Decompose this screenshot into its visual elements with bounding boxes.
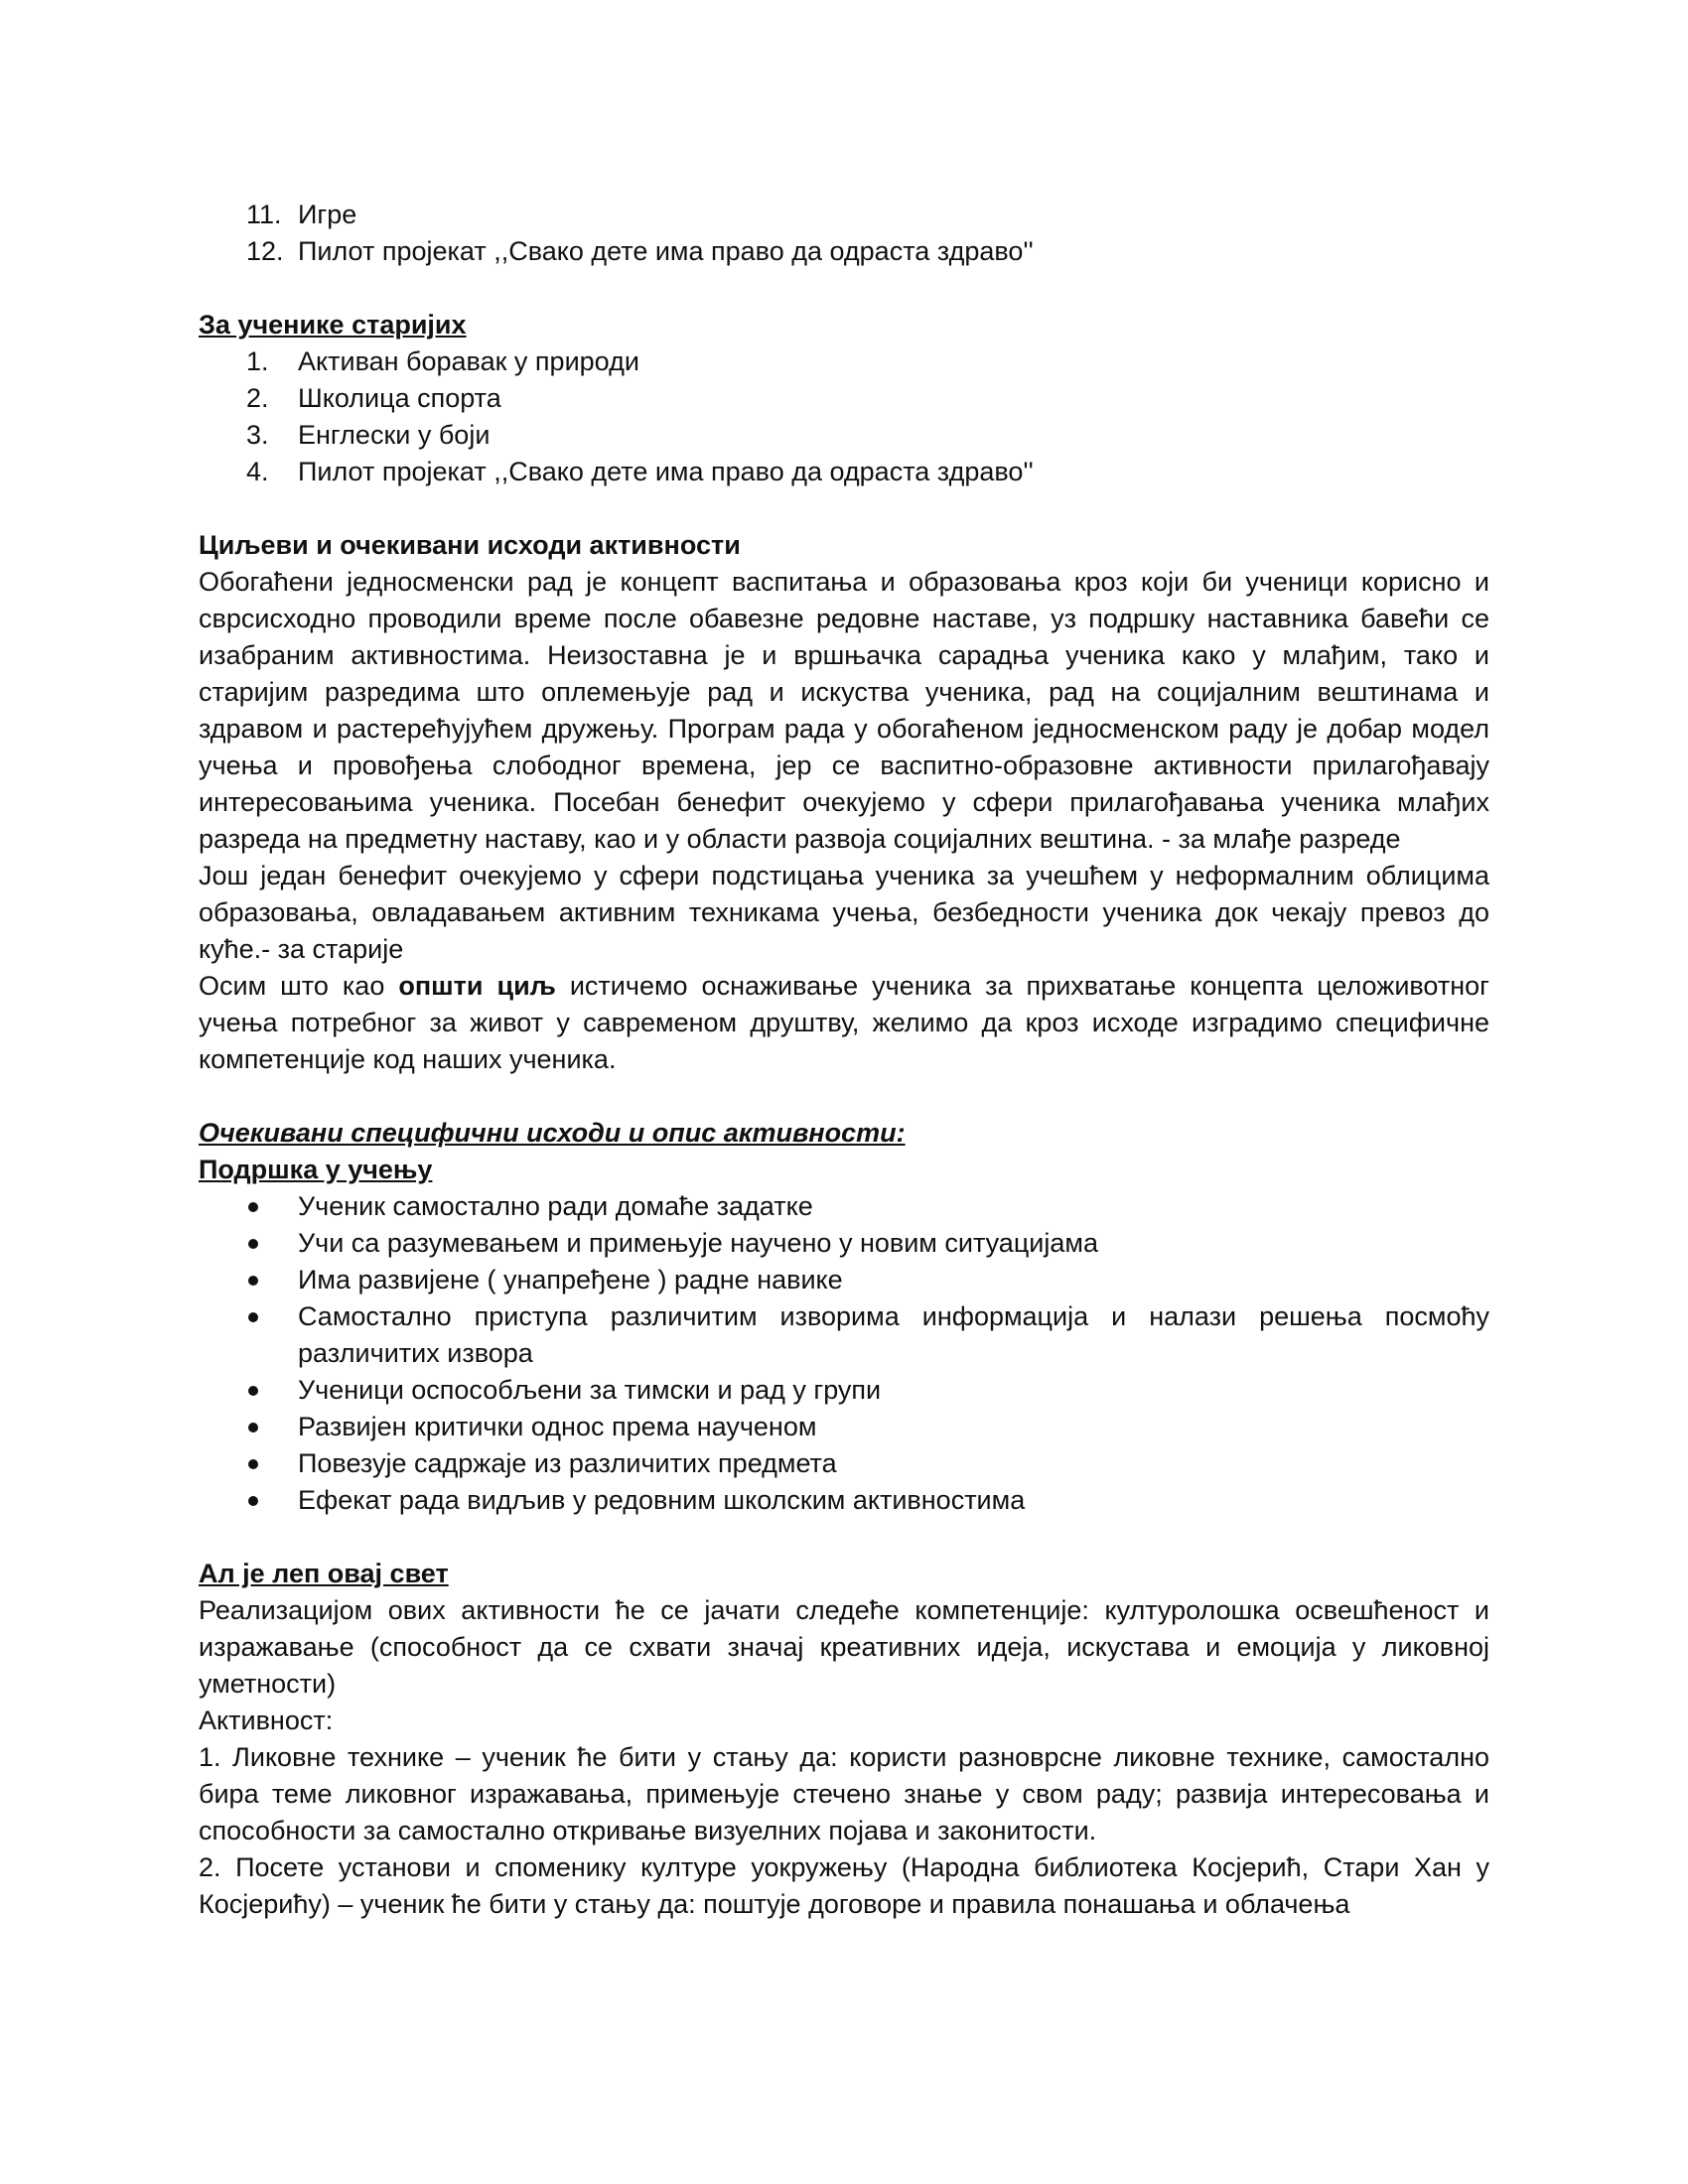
list-item: Има развијене ( унапређене ) радне навике xyxy=(199,1262,1489,1298)
art-activity-label: Активност: xyxy=(199,1706,334,1735)
goals-paragraph: Обогаћени једносменски рад је концепт васпитања и образовања кроз који би ученици корисно и сврсисходно проводили време после обавезне редовне наставе, уз подршку наставника бавећи се изабраним активностима. Неизоставна је и вршњачка сарадња ученика како у млађим, тако и старијим разредима што оплемењује рад и искуства ученика, рад на социјалним вештинама и здравом и растерећујућем дружењу. Програм рада у обогаћеном једносменском раду је добар модел учења и провођења слободног времена, јер се васпитно-образовне активности прилагођавају интересовањима ученика. Посебан бенефит очекујемо у сфери прилагођавања ученика млађих разреда на предметну наставу, као и у области развоја социјалних вештина. - за млађе разреде xyxy=(199,567,1489,854)
list-item: Повезује садржаје из различитих предмета xyxy=(199,1445,1489,1482)
list-item: 2. Школица спорта xyxy=(199,380,1489,417)
bullet-icon xyxy=(248,1276,258,1286)
bullet-icon xyxy=(248,1496,258,1506)
list-number: 1. xyxy=(246,346,269,376)
older-activities-list xyxy=(199,343,1489,490)
art-paragraph: 1. Ликовне технике – ученик ће бити у стању да: користи разноврсне ликовне технике, самостално бира теме ликовног изражавања, примењује стечено знање у свом раду; развија интересовања и способности за самостално откривање визуелних појава и законитости. xyxy=(199,1742,1489,1845)
list-item: 4. Пилот пројекат ,,Свако дете има право да одраста здраво'' xyxy=(199,454,1489,490)
list-number: 2. xyxy=(246,383,269,413)
list-item: 12. Пилот пројекат ,,Свако дете има право да одраста здраво'' xyxy=(199,233,1489,270)
list-item: Самостално приступа различитим изворима информација и налази решења посмоћу различитих извора xyxy=(199,1298,1489,1372)
art-paragraph: 2. Посете установи и споменику културе уокружењу (Народна библиотека Косјерић, Стари Хан у Косјерићу) – ученик ће бити у стању да: поштује договоре и правила понашања и облачења xyxy=(199,1852,1489,1919)
activities-list-continued xyxy=(199,197,1489,270)
older-students-heading: За ученике старијих xyxy=(199,310,467,340)
list-item: Ученици оспособљени за тимски и рад у групи xyxy=(199,1372,1489,1409)
list-number: 4. xyxy=(246,457,269,486)
bullet-icon xyxy=(248,1312,258,1322)
list-item: 1. Активан боравак у природи xyxy=(199,343,1489,380)
list-number: 12. xyxy=(246,236,284,266)
specific-outcomes-heading: Очекивани специфични исходи и опис активности: xyxy=(199,1118,906,1148)
art-section-heading: Ал је леп овај свет xyxy=(199,1559,449,1588)
learning-support-heading: Подршка у учењу xyxy=(199,1155,433,1184)
list-item: Учи са разумевањем и примењује научено у новим ситуацијама xyxy=(199,1225,1489,1262)
list-number: 11. xyxy=(246,200,282,229)
list-item: 11. Игре xyxy=(199,197,1489,233)
art-paragraph: Реализацијом ових активности ће се јачати следеће компетенције: културолошка освешћеност и изражавање (способност да се схвати значај креативних идеја, искустава и емоција у ликовној уметности) xyxy=(199,1595,1489,1699)
bullet-icon xyxy=(248,1386,258,1396)
bullet-icon xyxy=(248,1459,258,1469)
list-item: Развијен критички однос према наученом xyxy=(199,1409,1489,1445)
list-item: Ученик самостално ради домаће задатке xyxy=(199,1188,1489,1225)
goals-paragraph: Још један бенефит очекујемо у сфери подстицања ученика за учешћем у неформалним облицима образовања, овладавањем активним техникама учења, безбедности ученика док чекају превоз до куће.- за старије xyxy=(199,861,1489,964)
document-page xyxy=(199,197,1489,1923)
goals-paragraph: Осим што као општи циљ истичемо оснаживање ученика за прихватање концепта целоживотног учења потребног за живот у савременом друштву, желимо да кроз исходе изградимо специфичне компетенције код наших ученика. xyxy=(199,971,1489,1074)
list-item: 3. Енглески у боји xyxy=(199,417,1489,454)
outcomes-list xyxy=(199,1188,1489,1519)
list-number: 3. xyxy=(246,420,269,450)
list-item: Ефекат рада видљив у редовним школским активностима xyxy=(199,1482,1489,1519)
bullet-icon xyxy=(248,1239,258,1249)
bullet-icon xyxy=(248,1202,258,1212)
bullet-icon xyxy=(248,1423,258,1433)
general-goal-label: општи циљ xyxy=(398,971,556,1001)
goals-heading: Циљеви и очекивани исходи активности xyxy=(199,530,741,560)
